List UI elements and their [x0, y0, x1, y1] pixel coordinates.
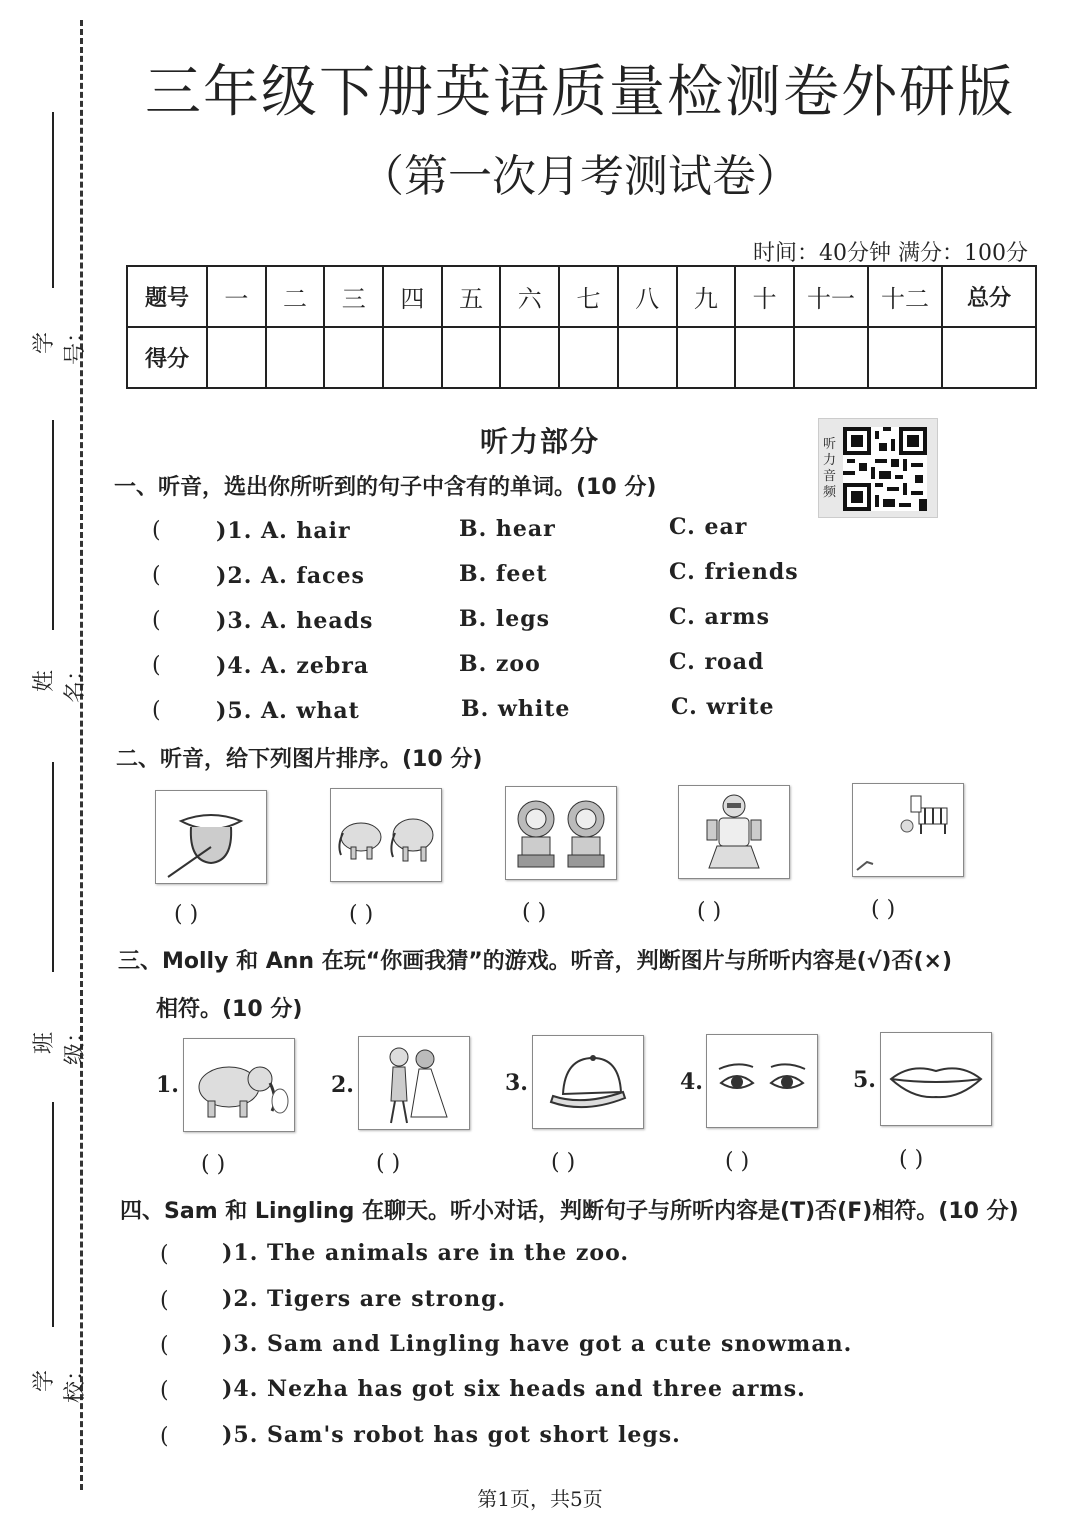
- q1-item-4-a: )4. A. zebra: [216, 653, 370, 679]
- score-table-score-row: [127, 327, 1036, 388]
- q1-item-5-b: B. white: [461, 696, 571, 722]
- q3-number: 2.: [331, 1072, 354, 1098]
- dancing-couple-picture: [358, 1036, 470, 1130]
- score-cell[interactable]: [383, 327, 442, 388]
- answer-blank[interactable]: (: [152, 518, 161, 543]
- eyes-picture: [706, 1034, 818, 1128]
- answer-blank[interactable]: ( ): [174, 902, 199, 927]
- score-cell[interactable]: [500, 327, 559, 388]
- section-title: 听力部分: [479, 425, 600, 458]
- q4-item: )5. Sam's robot has got short legs.: [222, 1422, 681, 1448]
- col-8: 八: [618, 266, 677, 327]
- q1-item-2-c: C. friends: [669, 559, 799, 585]
- q1-item-5-c: C. write: [671, 694, 775, 720]
- school-line: [52, 1102, 54, 1327]
- score-cell[interactable]: [559, 327, 618, 388]
- answer-blank[interactable]: ( ): [899, 1147, 924, 1172]
- elephant-picture: [183, 1038, 295, 1132]
- score-cell[interactable]: [442, 327, 501, 388]
- q1-item-1-a: )1. A. hair: [216, 518, 351, 544]
- q3-number: 1.: [156, 1072, 179, 1098]
- mouth-picture: [880, 1032, 992, 1126]
- answer-blank[interactable]: ( ): [522, 900, 547, 925]
- score-cell[interactable]: [618, 327, 677, 388]
- col-10: 十: [735, 266, 794, 327]
- q3-title: 三、Molly 和 Ann 在玩“你画我猜”的游戏。听音，判断图片与所听内容是(√)否(×): [118, 949, 953, 974]
- score-cell[interactable]: [266, 327, 325, 388]
- score-cell[interactable]: [677, 327, 736, 388]
- q4-item: )4. Nezha has got six heads and three arms.: [222, 1376, 806, 1402]
- answer-blank[interactable]: (: [152, 698, 161, 723]
- page-title: 三年级下册英语质量检测卷外研版: [145, 60, 1015, 125]
- cap-picture: [532, 1035, 644, 1129]
- score-cell[interactable]: [207, 327, 266, 388]
- col-2: 二: [266, 266, 325, 327]
- q1-item-1-b: B. hear: [459, 516, 556, 542]
- col-5: 五: [442, 266, 501, 327]
- robot-picture: [678, 785, 790, 879]
- school-label: 学校：: [32, 1359, 88, 1404]
- answer-blank[interactable]: (: [152, 653, 161, 678]
- q4-item: )3. Sam and Lingling have got a cute snowman.: [222, 1331, 853, 1357]
- binding-margin: [0, 0, 100, 1527]
- q2-title: 二、听音，给下列图片排序。(10 分): [116, 747, 483, 772]
- tongue-picture: [155, 790, 267, 884]
- col-6: 六: [500, 266, 559, 327]
- q1-item-4-c: C. road: [669, 649, 765, 675]
- qr-code-icon: [843, 427, 927, 511]
- answer-blank[interactable]: (: [160, 1333, 169, 1358]
- page-subtitle: （第一次月考测试卷）: [360, 151, 800, 202]
- page-footer: 第1页，共5页: [477, 1487, 603, 1511]
- answer-blank[interactable]: ( ): [551, 1150, 576, 1175]
- q3-number: 5.: [853, 1067, 876, 1093]
- score-table: [126, 265, 1037, 389]
- class-label: 班级：: [32, 1021, 88, 1066]
- answer-blank[interactable]: (: [160, 1424, 169, 1449]
- answer-blank[interactable]: (: [152, 608, 161, 633]
- class-line: [52, 762, 54, 972]
- answer-blank[interactable]: ( ): [697, 899, 722, 924]
- lions-picture: [505, 786, 617, 880]
- answer-blank[interactable]: ( ): [349, 902, 374, 927]
- answer-blank[interactable]: (: [152, 563, 161, 588]
- col-12: 十二: [868, 266, 942, 327]
- header-label: 题号: [127, 266, 207, 327]
- zebra-picture: [852, 783, 964, 877]
- q3-number: 3.: [505, 1070, 528, 1096]
- q1-item-5-a: )5. A. what: [216, 698, 360, 724]
- answer-blank[interactable]: (: [160, 1242, 169, 1267]
- score-cell[interactable]: [868, 327, 942, 388]
- col-3: 三: [324, 266, 383, 327]
- q1-item-4-b: B. zoo: [459, 651, 541, 677]
- answer-blank[interactable]: ( ): [725, 1149, 750, 1174]
- q4-item: )1. The animals are in the zoo.: [222, 1240, 630, 1266]
- score-label: 得分: [127, 327, 207, 388]
- qr-label: 听力音频: [823, 437, 837, 500]
- student-id-line: [52, 112, 54, 288]
- answer-blank[interactable]: ( ): [201, 1152, 226, 1177]
- score-cell[interactable]: [794, 327, 868, 388]
- q1-item-3-b: B. legs: [459, 606, 551, 632]
- q1-item-1-c: C. ear: [669, 514, 748, 540]
- q3-title-cont: 相符。(10 分): [156, 997, 303, 1022]
- cut-line: [80, 20, 83, 1490]
- q1-item-2-b: B. feet: [459, 561, 548, 587]
- q1-item-3-c: C. arms: [669, 604, 770, 630]
- answer-blank[interactable]: ( ): [871, 897, 896, 922]
- q4-title: 四、Sam 和 Lingling 在聊天。听小对话，判断句子与所听内容是(T)否(F)相符。(10 分): [120, 1199, 1019, 1224]
- q3-number: 4.: [680, 1069, 703, 1095]
- col-11: 十一: [794, 266, 868, 327]
- student-id-label: 学号：: [32, 321, 88, 366]
- qr-code[interactable]: [818, 418, 938, 518]
- answer-blank[interactable]: ( ): [376, 1151, 401, 1176]
- q1-title: 一、听音，选出你所听到的句子中含有的单词。(10 分): [114, 475, 657, 500]
- score-cell[interactable]: [735, 327, 794, 388]
- col-7: 七: [559, 266, 618, 327]
- time-info: 时间：40分钟 满分：100分: [753, 241, 1028, 266]
- answer-blank[interactable]: (: [160, 1288, 169, 1313]
- total-score-cell[interactable]: [942, 327, 1036, 388]
- score-cell[interactable]: [324, 327, 383, 388]
- answer-blank[interactable]: (: [160, 1378, 169, 1403]
- total-label: 总分: [942, 266, 1036, 327]
- col-1: 一: [207, 266, 266, 327]
- q4-item: )2. Tigers are strong.: [222, 1286, 507, 1312]
- score-table-header-row: [127, 266, 1036, 327]
- name-label: 姓名：: [32, 659, 88, 704]
- q1-item-2-a: )2. A. faces: [216, 563, 365, 589]
- col-9: 九: [677, 266, 736, 327]
- elephants-picture: [330, 788, 442, 882]
- col-4: 四: [383, 266, 442, 327]
- q1-item-3-a: )3. A. heads: [216, 608, 374, 634]
